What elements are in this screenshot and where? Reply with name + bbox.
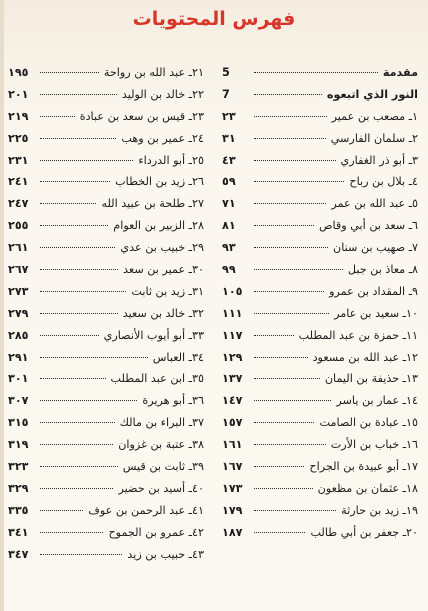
toc-entry-page: ١٠٥	[222, 284, 243, 298]
toc-entry-page: ٤٣	[222, 153, 236, 167]
dot-leader	[40, 313, 118, 314]
toc-entry	[8, 110, 204, 132]
toc-entry-label: ٤٣ـ حبيب بن زيد	[127, 547, 204, 561]
toc-entry-label: ٧ـ صهيب بن سنان	[333, 241, 418, 255]
toc-entry-page: ٢٩١	[8, 350, 29, 364]
toc-entry-label: ٥ـ عبد الله بن عمر	[331, 197, 418, 211]
dot-leader	[254, 378, 320, 379]
dot-leader	[254, 357, 308, 358]
dot-leader	[254, 247, 328, 248]
toc-entry-page: ٢٦١	[8, 241, 29, 255]
toc-entry	[222, 219, 418, 241]
toc-entry-label: ٣٨ـ عتبة بن غزوان	[118, 438, 204, 452]
toc-entry-page: ٢٨٥	[8, 328, 29, 342]
toc-entry-page: ٢٤١	[8, 175, 29, 189]
toc-entry	[222, 132, 418, 154]
toc-entry-label: ٣٤ـ العباس	[152, 350, 204, 364]
toc-entry-label: ٢٨ـ الزبير بن العوام	[113, 219, 204, 233]
toc-entry	[222, 66, 418, 88]
toc-entry	[8, 351, 204, 373]
toc-entry	[222, 285, 418, 307]
toc-entry-label: النور الذي اتبعوه	[326, 87, 418, 101]
dot-leader	[40, 422, 115, 423]
dot-leader	[254, 444, 326, 445]
toc-entry-page: ٩٣	[222, 241, 236, 255]
toc-entry-page: ١١٧	[222, 328, 243, 342]
toc-entry-page: ١٧٣	[222, 481, 243, 495]
toc-entry-label: ٣٩ـ ثابت بن قيس	[122, 460, 204, 474]
toc-entry-page: ٢٣١	[8, 153, 29, 167]
dot-leader	[254, 291, 324, 292]
toc-entry-label: ٤٢ـ عمرو بن الجموح	[108, 525, 204, 539]
toc-entry-page: ٢٠١	[8, 87, 29, 101]
toc-entry-page: ٢٥٥	[8, 219, 29, 233]
toc-entry-page: ٥٩	[222, 175, 236, 189]
dot-leader	[40, 269, 118, 270]
dot-leader	[40, 400, 137, 401]
toc-entry-label: ١٥ـ عبادة بن الصامت	[319, 416, 418, 430]
dot-leader	[254, 94, 322, 95]
dot-leader	[40, 203, 96, 204]
toc-entry-label: ٢ـ سلمان الفارسي	[330, 131, 418, 145]
toc-entry	[222, 504, 418, 526]
toc-entry-page: ١١١	[222, 306, 243, 320]
toc-entry-page: ٣٤١	[8, 525, 29, 539]
toc-entry	[222, 416, 418, 438]
toc-entry-page: ٨١	[222, 219, 236, 233]
toc-entry-label: ١٣ـ حذيفة بن اليمان	[324, 372, 418, 386]
toc-entry-label: ٤ـ بلال بن رباح	[349, 175, 418, 189]
toc-entry	[222, 88, 418, 110]
dot-leader	[40, 72, 99, 73]
toc-entry	[222, 372, 418, 394]
dot-leader	[254, 138, 326, 139]
toc-entry	[8, 66, 204, 88]
toc-entry-label: ٣٦ـ أبو هريرة	[142, 394, 204, 408]
toc-entry-label: ١٦ـ خباب بن الأرت	[330, 438, 418, 452]
toc-entry	[8, 416, 204, 438]
page-gutter	[0, 0, 4, 611]
dot-leader	[254, 269, 343, 270]
toc-entry-label: ٦ـ سعد بن أبي وقاص	[318, 219, 418, 233]
dot-leader	[40, 466, 118, 467]
toc-entry-label: ٩ـ المقداد بن عمرو	[329, 284, 418, 298]
toc-entry	[222, 175, 418, 197]
dot-leader	[40, 138, 116, 139]
toc-entry-label: ١٢ـ عبد الله بن مسعود	[312, 350, 418, 364]
toc-entry	[8, 307, 204, 329]
toc-entry-label: ٣٣ـ أبو أيوب الأنصاري	[103, 328, 204, 342]
toc-entry-page: ٢٢٥	[8, 131, 29, 145]
toc-entry	[222, 526, 418, 548]
toc-entry-label: ٤١ـ عبد الرحمن بن عوف	[88, 503, 204, 517]
toc-entry	[222, 110, 418, 132]
dot-leader	[254, 313, 329, 314]
toc-entry-label: ٢٤ـ عمير بن وهب	[121, 131, 204, 145]
toc-entry	[222, 197, 418, 219]
toc-entry	[222, 241, 418, 263]
toc-entry-label: ٣٧ـ البراء بن مالك	[119, 416, 204, 430]
toc-entry	[222, 438, 418, 460]
toc-entry-page: ١٩٥	[8, 66, 29, 79]
toc-entry	[8, 175, 204, 197]
toc-entry-page: ٢٦٧	[8, 263, 29, 277]
dot-leader	[254, 422, 314, 423]
toc-entry-page: ٢٧٩	[8, 306, 29, 320]
dot-leader	[254, 72, 378, 73]
dot-leader	[40, 444, 113, 445]
dot-leader	[254, 335, 294, 336]
dot-leader	[40, 378, 106, 379]
toc-entry-label: ٢٦ـ زيد بن الخطاب	[115, 175, 204, 189]
toc-entry-label: ١٠ـ سعيد بن عامر	[334, 306, 418, 320]
toc-entry	[8, 88, 204, 110]
toc-entry-label: ٣٠ـ عمير بن سعد	[123, 263, 204, 277]
toc-entry	[8, 241, 204, 263]
dot-leader	[254, 160, 336, 161]
toc-entry	[8, 197, 204, 219]
toc-entry-label: ٢٣ـ قيس بن سعد بن عبادة	[79, 109, 204, 123]
toc-entry-page: ١٣٧	[222, 372, 243, 386]
toc-entry-page: ٣٠١	[8, 372, 29, 386]
dot-leader	[254, 181, 344, 182]
toc-entry-label: ٢٢ـ خالد بن الوليد	[121, 87, 204, 101]
toc-entry	[222, 460, 418, 482]
toc-entry-label: ٢٠ـ جعفر بن أبي طالب	[310, 525, 418, 539]
dot-leader	[40, 291, 126, 292]
toc-entry-page: ٧١	[222, 197, 236, 211]
dot-leader	[254, 532, 305, 533]
toc-entry-label: ٢٥ـ أبو الدرداء	[138, 153, 204, 167]
dot-leader	[254, 400, 331, 401]
toc-entry-page: ١٧٩	[222, 503, 243, 517]
toc-entry	[8, 504, 204, 526]
toc-entry-label: ١٧ـ أبو عبيدة بن الجراح	[309, 460, 418, 474]
toc-entry	[8, 482, 204, 504]
dot-leader	[40, 94, 117, 95]
toc-entry	[222, 351, 418, 373]
toc-column-left	[8, 66, 204, 569]
toc-entry-page: ٣١	[222, 131, 236, 145]
dot-leader	[40, 510, 83, 511]
toc-entry	[8, 285, 204, 307]
dot-leader	[40, 247, 115, 248]
toc-entry	[222, 394, 418, 416]
toc-entry-page: ١٨٧	[222, 525, 243, 539]
toc-column-right	[222, 66, 418, 548]
dot-leader	[40, 488, 113, 489]
toc-entry-page: ٣٠٧	[8, 394, 29, 408]
toc-entry-label: ٣٢ـ خالد بن سعيد	[122, 306, 204, 320]
toc-entry-page: ٣٢٣	[8, 460, 29, 474]
toc-entry	[222, 154, 418, 176]
toc-entry-page: ٣٤٧	[8, 547, 29, 561]
toc-entry	[8, 219, 204, 241]
toc-entry-label: مقدمة	[382, 66, 418, 79]
toc-entry	[8, 526, 204, 548]
toc-entry-page: 5	[222, 66, 230, 79]
toc-entry-page: ٩٩	[222, 263, 236, 277]
toc-entry-page: ١٦٧	[222, 460, 243, 474]
toc-entry	[8, 460, 204, 482]
toc-entry-label: ٢١ـ عبد الله بن رواحة	[103, 66, 204, 79]
toc-entry-page: ٣٢٩	[8, 481, 29, 495]
page-title: فهرس المحتويات	[132, 8, 296, 30]
toc-entry-page: ٢٤٧	[8, 197, 29, 211]
toc-entry-page: 7	[222, 87, 230, 101]
toc-entry	[8, 548, 204, 570]
dot-leader	[254, 510, 336, 511]
toc-entry	[8, 263, 204, 285]
toc-entry-page: ٣١٩	[8, 438, 29, 452]
toc-entry	[222, 307, 418, 329]
toc-entry	[8, 132, 204, 154]
toc-entry-label: ٣١ـ زيد بن ثابت	[131, 284, 204, 298]
dot-leader	[254, 116, 327, 117]
toc-entry	[222, 329, 418, 351]
dot-leader	[40, 357, 148, 358]
dot-leader	[40, 335, 99, 336]
toc-entry-label: ٢٧ـ طلحة بن عبيد الله	[101, 197, 204, 211]
dot-leader	[254, 488, 313, 489]
toc-entry	[8, 438, 204, 460]
dot-leader	[40, 554, 122, 555]
toc-entry-label: ١٩ـ زيد بن حارثة	[341, 503, 418, 517]
toc-entry	[8, 329, 204, 351]
toc-entry	[222, 482, 418, 504]
toc-entry-label: ١ـ مصعب بن عمير	[331, 109, 418, 123]
dot-leader	[40, 160, 133, 161]
toc-entry-page: ١٥٧	[222, 416, 243, 430]
toc-entry-page: ٢١٩	[8, 109, 29, 123]
toc-entry-page: ٣٣٥	[8, 503, 29, 517]
dot-leader	[40, 225, 108, 226]
toc-entry-page: ١٦١	[222, 438, 243, 452]
dot-leader	[40, 181, 110, 182]
dot-leader	[40, 532, 103, 533]
toc-entry	[8, 154, 204, 176]
toc-entry-page: ٢٣	[222, 109, 236, 123]
toc-entry-page: ١٤٧	[222, 394, 243, 408]
toc-entry-page: ٣١٥	[8, 416, 29, 430]
toc-entry-label: ٢٩ـ خبيب بن عدي	[120, 241, 204, 255]
toc-entry-label: ٣٥ـ ابن عبد المطلب	[110, 372, 204, 386]
toc-entry-label: ٨ـ معاذ بن جبل	[347, 263, 418, 277]
dot-leader	[40, 116, 75, 117]
toc-entry-label: ١٤ـ عمار بن ياسر	[336, 394, 418, 408]
toc-entry	[8, 394, 204, 416]
dot-leader	[254, 203, 326, 204]
toc-entry	[222, 263, 418, 285]
toc-entry-label: ١٨ـ عثمان بن مظعون	[317, 481, 418, 495]
toc-entry-label: ١١ـ حمزة بن عبد المطلب	[298, 328, 418, 342]
toc-entry-page: ١٢٩	[222, 350, 243, 364]
dot-leader	[254, 466, 304, 467]
toc-entry-label: ٤٠ـ أسيد بن حضير	[118, 481, 204, 495]
toc-entry	[8, 372, 204, 394]
toc-entry-label: ٣ـ أبو ذر الغفاري	[340, 153, 418, 167]
dot-leader	[254, 225, 314, 226]
toc-entry-page: ٢٧٣	[8, 284, 29, 298]
